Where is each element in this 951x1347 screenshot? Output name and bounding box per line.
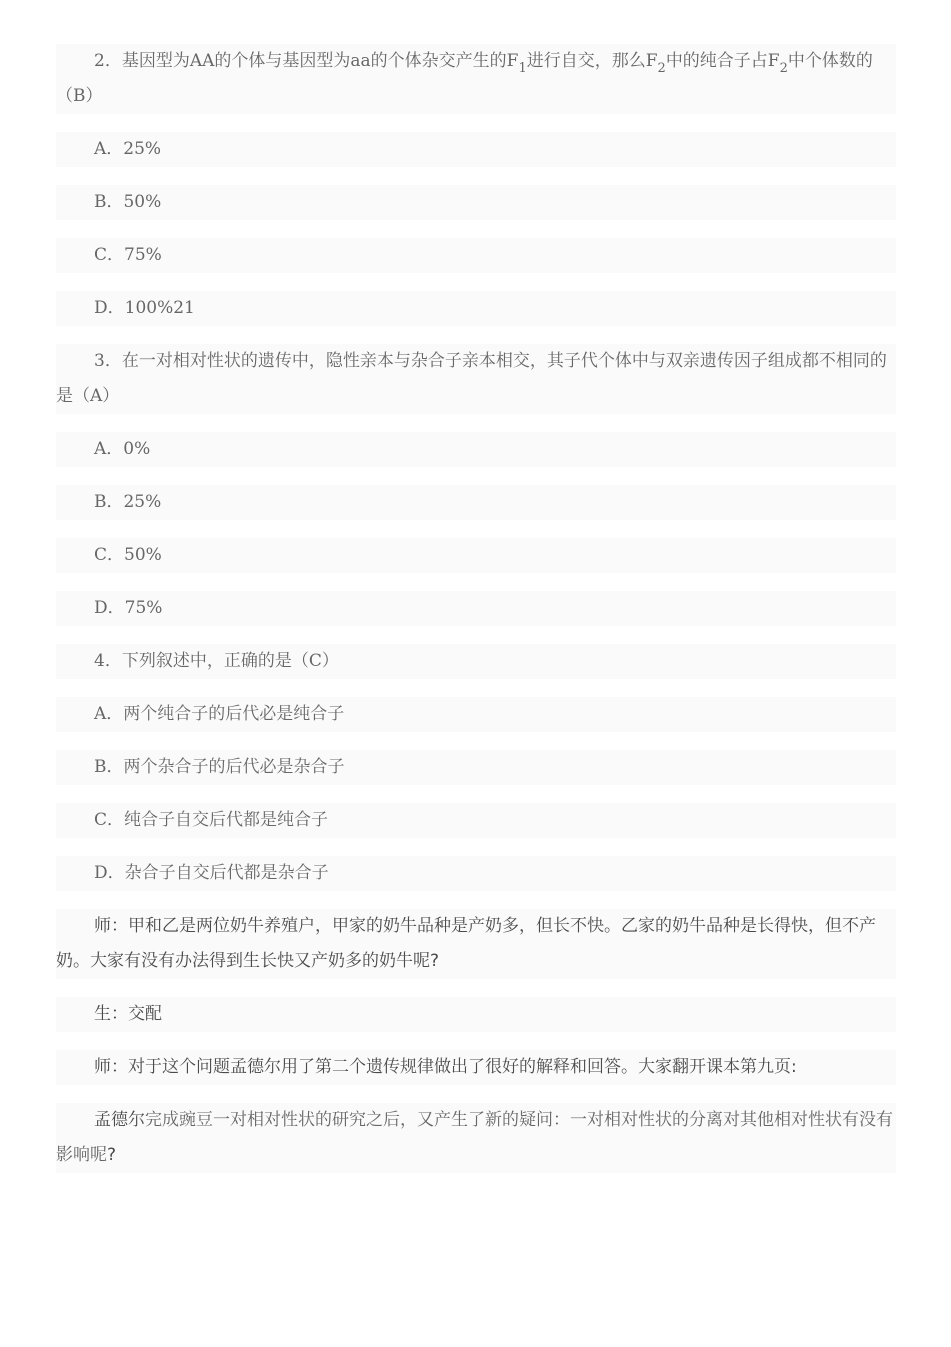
subscript-2b: 2 [779,61,788,76]
question-2-text-d: 中个体数的（B） [56,51,873,106]
student-line-1: 生：交配 [56,997,896,1032]
question-2-number: 2． [94,51,122,71]
mendel-paragraph [56,1103,896,1173]
question-4-option-c: C．纯合子自交后代都是纯合子 [56,803,896,838]
subscript-1: 1 [518,61,527,76]
question-3-option-a: A．0% [56,432,896,467]
question-4-option-b: B．两个杂合子的后代必是杂合子 [56,750,896,785]
question-2-option-c: C．75% [56,238,896,273]
teacher-line-1: 师：甲和乙是两位奶牛养殖户，甲家的奶牛品种是产奶多，但长不快。乙家的奶牛品种是长得快，但不产奶。大家有没有办法得到生长快又产奶多的奶牛呢? [56,909,896,979]
question-3-option-c: C．50% [56,538,896,573]
subscript-2: 2 [657,61,666,76]
question-4-option-d: D．杂合子自交后代都是杂合子 [56,856,896,891]
question-2-text-c: 中的纯合子占F [665,51,780,71]
mendel-name: 孟德尔 [94,1110,145,1130]
question-2-text-a: 基因型为AA的个体与基因型为aa的个体杂交产生的F [121,51,519,71]
question-4: 4．下列叙述中，正确的是（C） [56,644,896,679]
question-4-option-a: A．两个纯合子的后代必是纯合子 [56,697,896,732]
mendel-question-mark: ? [107,1145,117,1165]
question-2-option-b: B．50% [56,185,896,220]
question-3-option-b: B．25% [56,485,896,520]
question-3-option-d: D．75% [56,591,896,626]
question-2-option-a: A．25% [56,132,896,167]
question-2-text-b: 进行自交，那么F [526,51,658,71]
mendel-text: 完成豌豆一对相对性状的研究之后，又产生了新的疑问：一对相对性状的分离对其他相对性状有没有影响呢 [56,1110,893,1165]
question-2 [56,44,896,114]
question-2-option-d: D．100%21 [56,291,896,326]
question-3: 3．在一对相对性状的遗传中，隐性亲本与杂合子亲本相交，其子代个体中与双亲遗传因子组成都不相同的是（A） [56,344,896,414]
teacher-line-2: 师：对于这个问题孟德尔用了第二个遗传规律做出了很好的解释和回答。大家翻开课本第九页: [56,1050,896,1085]
document-body [56,44,896,1191]
